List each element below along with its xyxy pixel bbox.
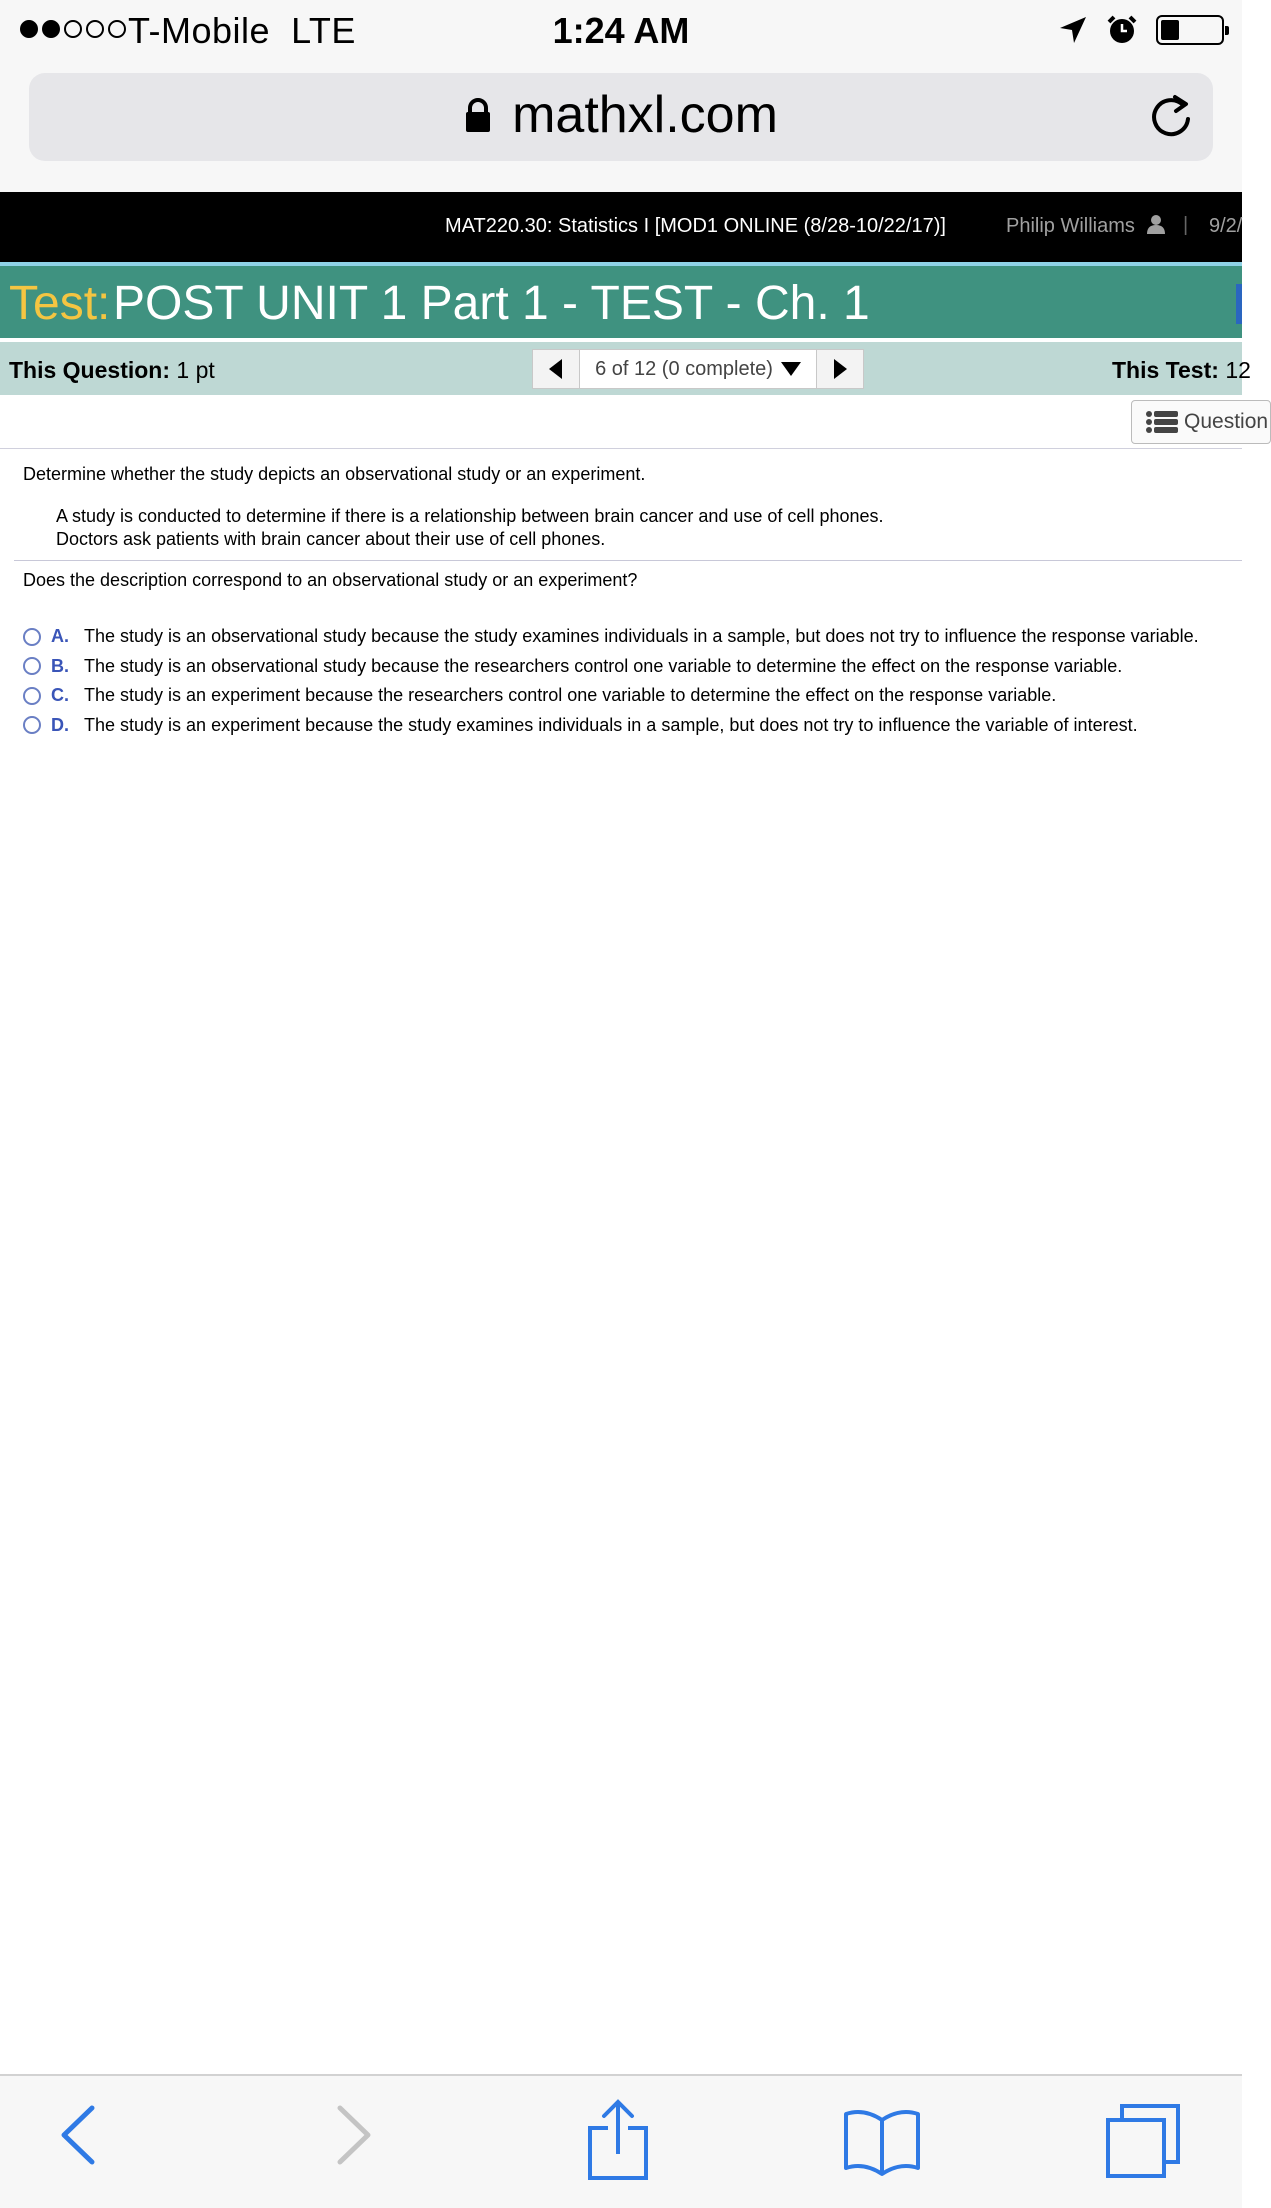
header-date: 9/2/ (1209, 215, 1243, 237)
answer-option-b[interactable] (23, 652, 1199, 682)
radio-button[interactable] (23, 657, 41, 675)
banner-button-edge[interactable] (1236, 284, 1242, 324)
radio-button[interactable] (23, 628, 41, 646)
test-name: POST UNIT 1 Part 1 - TEST - Ch. 1 (113, 277, 870, 330)
list-icon (1146, 410, 1178, 434)
content-divider (14, 560, 1242, 561)
option-text[interactable]: The study is an experiment because the researchers control one variable to determine the effect on the response variable. (84, 685, 1057, 706)
url-text: mathxl.com (512, 86, 778, 144)
browser-top-bar (0, 62, 1242, 192)
option-text[interactable]: The study is an observational study because the study examines individuals in a sample, but does not try to influence the response variable. (84, 626, 1199, 647)
network-label: LTE (291, 10, 356, 51)
next-question-button[interactable] (816, 349, 864, 389)
question-help-button[interactable] (1131, 400, 1271, 444)
option-text[interactable]: The study is an experiment because the study examines individuals in a sample, but does not try to influence the variable of interest. (84, 714, 1138, 735)
test-points: This Test: 12 (1112, 357, 1251, 383)
question-prompt: Determine whether the study depicts an observational study or an experiment. (23, 464, 646, 484)
question-scenario (56, 505, 884, 551)
question-text: Does the description correspond to an observational study or an experiment? (23, 570, 638, 590)
course-title[interactable]: MAT220.30: Statistics I [MOD1 ONLINE (8/28-10/22/17)] (445, 215, 946, 237)
option-letter: B. (51, 655, 69, 676)
tabs-icon[interactable] (1104, 2102, 1182, 2180)
question-points: This Question: 1 pt (9, 357, 215, 383)
status-time: 1:24 AM (552, 10, 690, 51)
user-icon (1147, 214, 1165, 234)
answer-option-c[interactable] (23, 681, 1199, 711)
address-bar[interactable] (29, 73, 1213, 161)
forward-icon[interactable] (334, 2104, 374, 2166)
reload-icon[interactable] (1149, 89, 1193, 141)
question-toolbar (0, 395, 1269, 449)
option-letter: A. (51, 626, 69, 647)
radio-button[interactable] (23, 687, 41, 705)
triangle-left-icon (549, 359, 563, 379)
radio-button[interactable] (23, 716, 41, 734)
course-header (0, 192, 1242, 262)
triangle-down-icon (781, 362, 801, 376)
test-banner (0, 262, 1242, 338)
answer-option-a[interactable] (23, 622, 1199, 652)
bookmarks-icon[interactable] (842, 2106, 922, 2178)
lock-icon (464, 97, 492, 133)
answer-option-d[interactable] (23, 711, 1199, 741)
header-separator: | (1183, 214, 1189, 236)
alarm-clock-icon (1106, 14, 1138, 46)
question-select-label: 6 of 12 (0 complete) (595, 357, 773, 380)
question-help-label: Question (1184, 410, 1269, 433)
previous-question-button[interactable] (532, 349, 580, 389)
browser-bottom-toolbar (0, 2074, 1242, 2208)
share-icon[interactable] (586, 2098, 650, 2182)
question-select[interactable] (580, 349, 816, 389)
scenario-line: A study is conducted to determine if there is a relationship between brain cancer and use of cell phones. (56, 506, 884, 526)
question-info-bar (0, 340, 1251, 395)
answer-options (23, 622, 1199, 740)
triangle-right-icon (833, 359, 847, 379)
option-text[interactable]: The study is an observational study because the researchers control one variable to determine the effect on the response variable. (84, 655, 1123, 676)
back-icon[interactable] (58, 2104, 98, 2166)
question-navigator (532, 349, 864, 389)
battery-icon (1156, 15, 1224, 45)
scenario-line: Doctors ask patients with brain cancer about their use of cell phones. (56, 529, 606, 549)
option-letter: C. (51, 685, 69, 706)
option-letter: D. (51, 714, 69, 735)
user-name[interactable]: Philip Williams (1006, 215, 1135, 237)
carrier-label: T-Mobile LTE (128, 10, 356, 51)
test-label: Test: (9, 277, 111, 330)
status-bar (0, 0, 1242, 62)
location-arrow-icon (1058, 15, 1088, 45)
